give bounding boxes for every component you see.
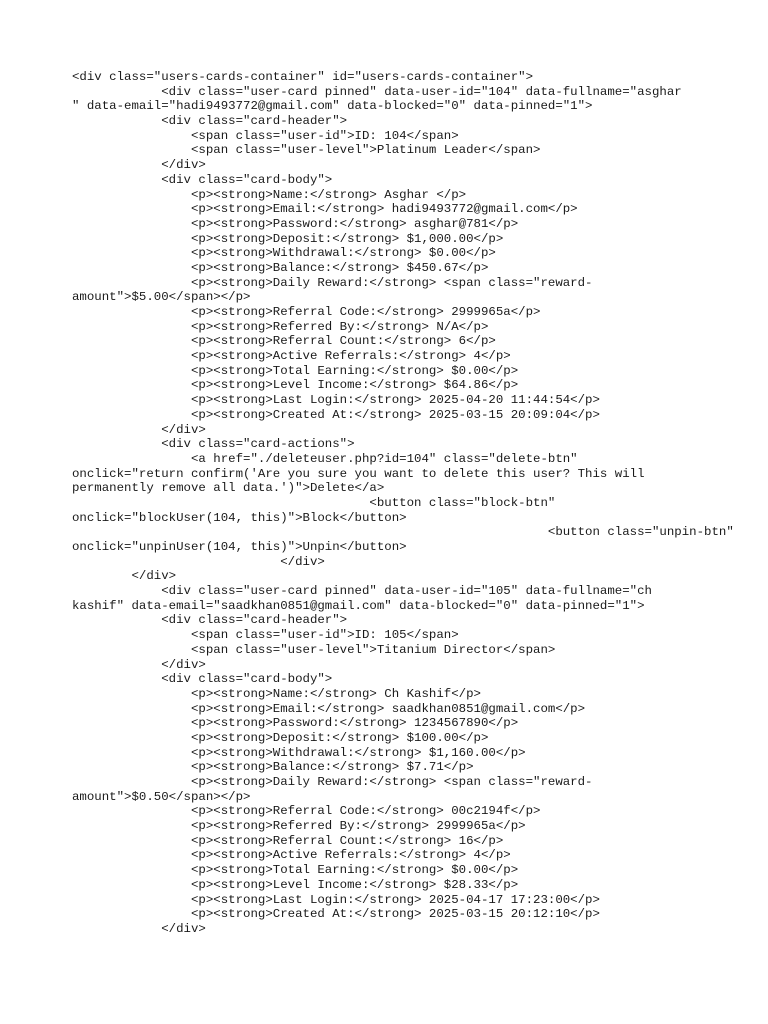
- code-line: <p><strong>Level Income:</strong> $64.86</p>: [72, 378, 519, 393]
- code-line: <span class="user-id">ID: 105</span>: [72, 628, 459, 643]
- code-line: <p><strong>Balance:</strong> $450.67</p>: [72, 260, 489, 275]
- code-line: <p><strong>Deposit:</strong> $100.00</p>: [72, 730, 489, 745]
- code-line: <p><strong>Name:</strong> Asghar </p>: [72, 187, 467, 202]
- code-line: <p><strong>Created At:</strong> 2025-03-15 20:09:04</p>: [72, 407, 600, 422]
- code-line: <a href="./deleteuser.php?id=104" class="delete-btn": [72, 451, 578, 466]
- code-line: <div class="card-header">: [72, 613, 348, 628]
- code-line: <p><strong>Created At:</strong> 2025-03-15 20:12:10</p>: [72, 907, 600, 922]
- code-line: </div>: [72, 554, 325, 569]
- code-line: <p><strong>Password:</strong> 1234567890</p>: [72, 716, 519, 731]
- code-line: <p><strong>Withdrawal:</strong> $1,160.00</p>: [72, 745, 526, 760]
- code-line: <p><strong>Referred By:</strong> 2999965a</p>: [72, 819, 526, 834]
- code-line: <button class="block-btn": [72, 495, 556, 510]
- code-line: <div class="card-actions">: [72, 437, 355, 452]
- code-line: <span class="user-level">Platinum Leader</span>: [72, 143, 541, 158]
- code-line: kashif" data-email="saadkhan0851@gmail.com" data-blocked="0" data-pinned="1">: [72, 598, 645, 613]
- code-line: onclick="return confirm('Are you sure you want to delete this user? This will: [72, 466, 645, 481]
- code-line: <p><strong>Balance:</strong> $7.71</p>: [72, 760, 474, 775]
- code-line: <p><strong>Referral Code:</strong> 00c2194f</p>: [72, 804, 541, 819]
- code-line: <p><strong>Active Referrals:</strong> 4</p>: [72, 848, 511, 863]
- code-line: <p><strong>Referral Code:</strong> 2999965a</p>: [72, 305, 541, 319]
- code-line: <p><strong>Level Income:</strong> $28.33</p>: [72, 877, 519, 892]
- code-line: <p><strong>Referral Count:</strong> 16</p>: [72, 833, 504, 848]
- code-line: </div>: [72, 422, 206, 437]
- code-line: <div class="card-header">: [72, 114, 348, 129]
- code-line: </div>: [72, 569, 177, 584]
- code-line: </div>: [72, 158, 206, 173]
- code-line: <p><strong>Active Referrals:</strong> 4</p>: [72, 349, 511, 364]
- code-line: <p><strong>Referred By:</strong> N/A</p>: [72, 319, 489, 334]
- code-line: <p><strong>Withdrawal:</strong> $0.00</p>: [72, 246, 496, 261]
- code-line: <p><strong>Last Login:</strong> 2025-04-20 11:44:54</p>: [72, 393, 600, 408]
- code-line: <div class="user-card pinned" data-user-id="105" data-fullname="ch: [72, 584, 652, 599]
- code-line: </div>: [72, 921, 206, 936]
- code-line: </div>: [72, 657, 206, 672]
- code-line: <span class="user-id">ID: 104</span>: [72, 128, 459, 143]
- code-line: <p><strong>Password:</strong> asghar@781</p>: [72, 216, 519, 231]
- code-line: <p><strong>Total Earning:</strong> $0.00</p>: [72, 863, 519, 878]
- code-line: <button class="unpin-btn": [72, 525, 734, 540]
- code-line: <p><strong>Referral Count:</strong> 6</p>: [72, 334, 496, 349]
- code-line: <div class="card-body">: [72, 672, 333, 687]
- code-line: <div class="user-card pinned" data-user-id="104" data-fullname="asghar: [72, 84, 682, 99]
- code-line: <div class="users-cards-container" id="users-cards-container">: [72, 70, 534, 84]
- code-line: onclick="blockUser(104, this)">Block</button>: [72, 510, 407, 525]
- code-line: <p><strong>Total Earning:</strong> $0.00</p>: [72, 363, 519, 378]
- code-line: " data-email="hadi9493772@gmail.com" data-blocked="0" data-pinned="1">: [72, 99, 593, 114]
- code-line: permanently remove all data.')">Delete</a>: [72, 481, 385, 496]
- code-line: <p><strong>Name:</strong> Ch Kashif</p>: [72, 686, 481, 701]
- code-line: <p><strong>Email:</strong> saadkhan0851@gmail.com</p>: [72, 701, 586, 716]
- code-line: <p><strong>Deposit:</strong> $1,000.00</p>: [72, 231, 504, 246]
- code-line: <p><strong>Daily Reward:</strong> <span class="reward-: [72, 275, 593, 290]
- code-line: amount">$0.50</span></p>: [72, 789, 251, 804]
- code-line: amount">$5.00</span></p>: [72, 290, 251, 305]
- code-line: <div class="card-body">: [72, 172, 333, 187]
- code-line: <p><strong>Daily Reward:</strong> <span class="reward-: [72, 775, 593, 789]
- code-line: <p><strong>Last Login:</strong> 2025-04-17 17:23:00</p>: [72, 892, 600, 907]
- code-line: <p><strong>Email:</strong> hadi9493772@gmail.com</p>: [72, 202, 578, 217]
- code-line: onclick="unpinUser(104, this)">Unpin</button>: [72, 540, 407, 554]
- code-document: [72, 70, 734, 937]
- code-line: <span class="user-level">Titanium Director</span>: [72, 642, 556, 657]
